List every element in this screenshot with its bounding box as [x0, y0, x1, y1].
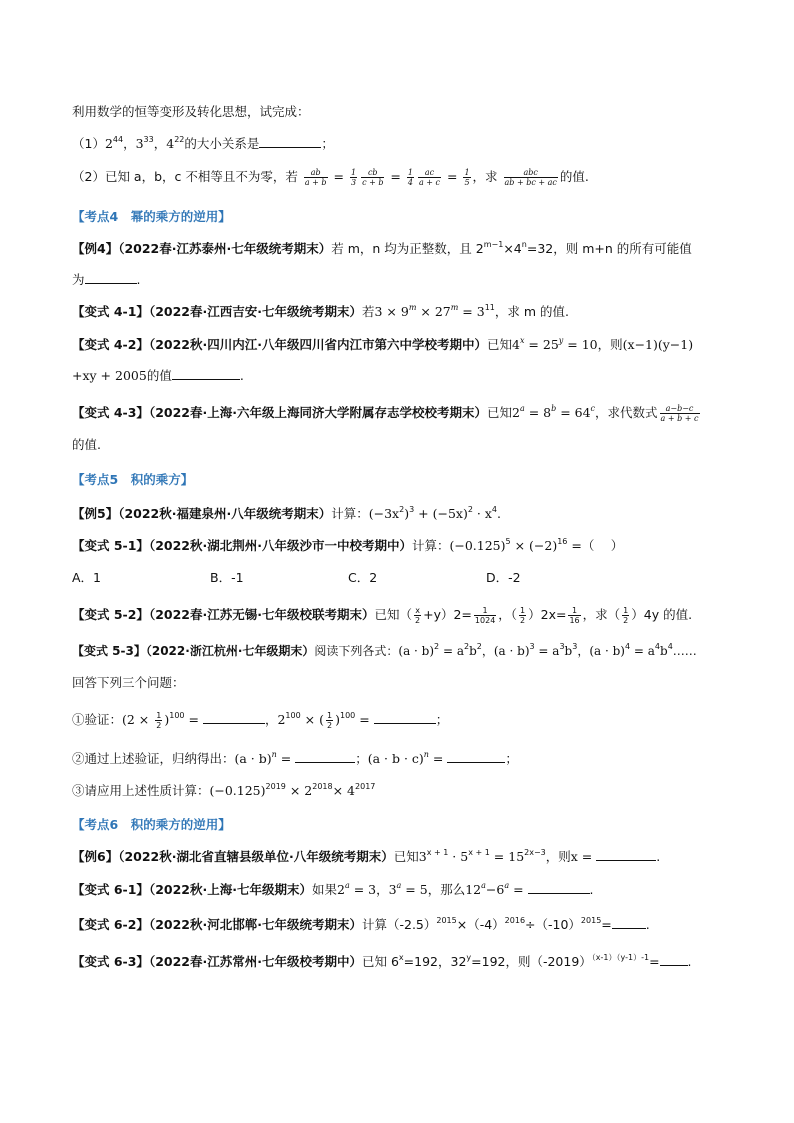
answer-blank[interactable] — [596, 848, 656, 861]
example-5: 【例5】（2022秋·福建泉州·八年级统考期末）计算：$(-3x^2)^3 + (-5x)^2 \cdot x^4$. — [72, 505, 501, 521]
variant-5-1: 【变式 5-1】（2022秋·湖北荆州·八年级沙市一中校考期中）计算：$(-0.125)^5 \times (-2)^{16}$ =（ ） — [72, 537, 624, 553]
answer-blank[interactable] — [374, 711, 436, 724]
variant-4-2-cont: +xy + 2005的值 . — [72, 368, 244, 383]
variant-5-3: 【变式 5-3】（2022·浙江杭州·七年级期末）阅读下列各式：$(a \cdot b)^2 = a^2b^2$，$(a \cdot b)^3 = a^3b^3$，$(a \cdot b)^4$ = $a^4b^4\dots\dots$ — [72, 642, 697, 658]
fraction: $\frac{cb}{c + b}$ — [362, 168, 384, 187]
fraction: $\frac{1}{2}$ — [327, 711, 333, 730]
variant-4-1: 【变式 4-1】（2022春·江西吉安·七年级统考期末）若$3 \times 9^m \times 27^m = 3^{11}$，求 m 的值. — [72, 303, 569, 319]
fraction: $\frac{ac}{a + c}$ — [418, 168, 441, 187]
variant-4-3: 【变式 4-3】（2022春·上海·六年级上海同济大学附属存志学校校考期末）已知$2^a = 8^b = 64^c$，求代数式 $\frac{a-b-c}{a + b + c}$ — [72, 404, 699, 423]
option-a[interactable]: A．1 — [72, 570, 102, 585]
section-heading-4: 【考点4 幂的乘方的逆用】 — [72, 209, 231, 224]
fraction: $\frac{1}{4}$ — [407, 168, 413, 187]
answer-blank[interactable] — [660, 953, 688, 966]
example-6: 【例6】（2022秋·湖北省直辖县级单位·八年级统考期末）已知$3^{x + 1} \cdot 5^{x + 1} = 15^{2x-3}$，则x = . — [72, 848, 661, 864]
fraction: $\frac{1}{5}$ — [464, 168, 470, 187]
answer-blank[interactable] — [203, 711, 265, 724]
option-b[interactable]: B．-1 — [210, 570, 244, 585]
variant-5-2: 【变式 5-2】（2022春·江苏无锡·七年级校联考期末）已知（ $\frac{x}{2}$ +y）2= $\frac{1}{1024}$ ，（ $\frac{1}{2}$ ）2x= $\frac{1}{16}$ ，求（ $\frac{1}{2}$ ）4y 的值. — [72, 606, 693, 625]
variant-6-3: 【变式 6-3】（2022春·江苏常州·七年级校考期中）已知 $6^x=192$，$32^y=192$，则$(-2019)^{(x-1)(y-1)-1}=$ . — [72, 953, 692, 969]
fraction: $\frac{1}{16}$ — [569, 606, 580, 625]
fraction: $\frac{1}{1024}$ — [474, 606, 496, 625]
example-4-cont: 为 . — [72, 272, 141, 287]
option-d[interactable]: D．-2 — [486, 570, 521, 585]
intro-text: 利用数学的恒等变形及转化思想，试完成： — [72, 104, 310, 119]
answer-blank[interactable] — [259, 135, 321, 148]
variant-5-1-options — [72, 569, 624, 587]
variant-5-3-prompt: 回答下列三个问题： — [72, 675, 185, 690]
fraction: $\frac{1}{2}$ — [156, 711, 162, 730]
fraction: $\frac{1}{2}$ — [520, 606, 526, 625]
answer-blank[interactable] — [612, 916, 646, 929]
variant-6-2: 【变式 6-2】（2022秋·河北邯郸·七年级统考期末）计算$(-2.5)^{2015}\times(-4)^{2016}\div(-10)^{2015}=$ . — [72, 916, 650, 932]
question-1: $(1)2^{44}$，$3^{33}$，$4^{22}$的大小关系是 ； — [72, 135, 334, 151]
fraction: $\frac{ab}{a + b}$ — [304, 168, 327, 187]
variant-4-2: 【变式 4-2】（2022秋·四川内江·八年级四川省内江市第六中学校考期中）已知$4^x = 25^y = 10$，则(x−1)(y−1) — [72, 336, 694, 352]
question-2: （2）已知 a，b，c 不相等且不为零，若 $\frac{ab}{a + b}$ = $\frac{1}{3}$ $\frac{cb}{c + b}$ = $\frac{1}{4}$ $\frac{ac}{a + c}$ = $\frac{1}{5}$ ，求 $\frac{\text{abc}}{ab + bc + ac}$ 的值. — [72, 168, 589, 187]
section-heading-6: 【考点6 积的乘方的逆用】 — [72, 817, 231, 832]
subquestion-2: ②通过上述验证，归纳得出：$(a \cdot b)^n$ = ；$(a \cdot b \cdot c)^n$ = ； — [72, 750, 518, 766]
answer-blank[interactable] — [295, 750, 355, 763]
fraction: $\frac{1}{2}$ — [623, 606, 629, 625]
subquestion-3: ③请应用上述性质计算：$(-0.125)^{2019} \times 2^{2018}\times 4^{2017}$ — [72, 782, 376, 798]
answer-blank[interactable] — [528, 881, 590, 894]
fraction: $\frac{a-b-c}{a + b + c}$ — [660, 404, 699, 423]
answer-blank[interactable] — [172, 367, 240, 380]
section-heading-5: 【考点5 积的乘方】 — [72, 472, 194, 487]
answer-blank[interactable] — [85, 271, 137, 284]
variant-4-3-cont: 的值. — [72, 437, 101, 452]
fraction: $\frac{\text{abc}}{ab + bc + ac}$ — [504, 168, 557, 187]
option-c[interactable]: C．2 — [348, 570, 378, 585]
answer-blank[interactable] — [447, 750, 505, 763]
fraction: $\frac{1}{3}$ — [350, 168, 357, 187]
fraction: $\frac{x}{2}$ — [415, 606, 421, 625]
variant-6-1: 【变式 6-1】（2022秋·上海·七年级期末）如果$2^a = 3$，$3^a = 5$，那么$12^a-6^a$ = . — [72, 881, 594, 897]
example-4: 【例4】（2022春·江苏泰州·七年级统考期末）若 m，n 均为正整数，且 $2^{m-1}\times 4^n=32$，则 m+n 的所有可能值 — [72, 240, 692, 256]
subquestion-1: ①验证：(2 × $\frac{1}{2}$ )$^{100}$ = ，$2^{100}$ × ( $\frac{1}{2}$ )$^{100}$ = ； — [72, 711, 449, 730]
